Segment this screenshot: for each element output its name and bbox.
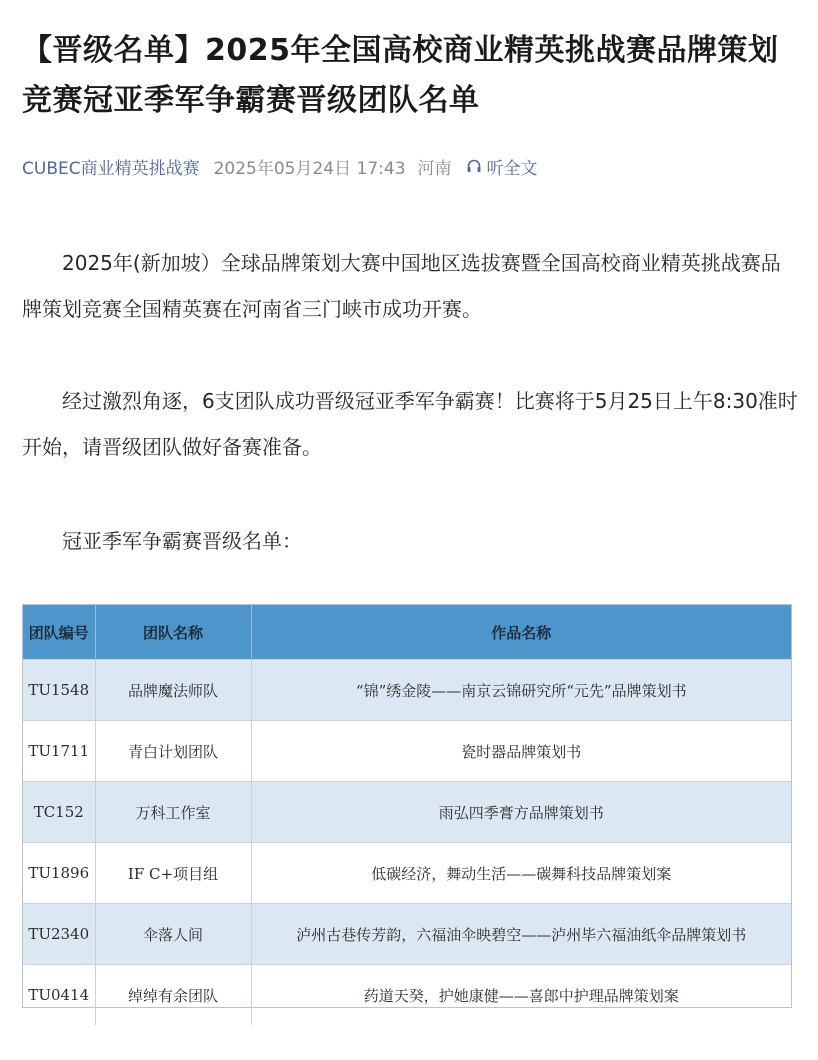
publish-time: 2025年05月24日 17:43 (213, 158, 406, 179)
listen-label: 听全文 (486, 158, 538, 179)
article-meta (22, 152, 538, 180)
work-name-cell: 低碳经济，舞动生活——碳舞科技品牌策划案 (251, 843, 791, 904)
paragraph-intro: 2025年(新加坡）全球品牌策划大赛中国地区选拔赛暨全国高校商业精英挑战赛品牌策划竞赛全国精英赛在河南省三门峡市成功开赛。 (22, 251, 781, 321)
article-title: 【晋级名单】2025年全国高校商业精英挑战赛品牌策划竞赛冠亚季军争霸赛晋级团队名单 (22, 33, 779, 118)
source-link[interactable]: CUBEC商业精英挑战赛 (22, 158, 200, 179)
table-row (23, 843, 791, 904)
table-row (23, 965, 791, 1026)
work-name-cell: 雨弘四季膏方品牌策划书 (251, 782, 791, 843)
team-name-cell: 万科工作室 (95, 782, 251, 843)
list-intro: 冠亚季军争霸赛晋级名单： (62, 529, 302, 553)
team-id-cell: TU1548 (23, 660, 95, 721)
team-id-cell: TU0414 (23, 965, 95, 1026)
team-id-cell: TU1896 (23, 843, 95, 904)
team-id-cell: TC152 (23, 782, 95, 843)
work-name-cell: “锦”绣金陵——南京云锦研究所“元先”品牌策划书 (251, 660, 791, 721)
table-row (23, 721, 791, 782)
listen-button[interactable] (466, 154, 538, 179)
table-row (23, 782, 791, 843)
table-row (23, 904, 791, 965)
team-name-cell: 伞落人间 (95, 904, 251, 965)
work-name-cell: 药道天癸，护她康健——喜郎中护理品牌策划案 (251, 965, 791, 1026)
team-name-cell: 青白计划团队 (95, 721, 251, 782)
work-name-cell: 泸州古巷传芳韵，六福油伞映碧空——泸州毕六福油纸伞品牌策划书 (251, 904, 791, 965)
table-header-row (23, 605, 791, 660)
paragraph-result: 经过激烈角逐，6支团队成功晋级冠亚季军争霸赛！比赛将于5月25日上午8:30准时开始，请晋级团队做好备赛准备。 (22, 389, 798, 459)
team-name-cell: 绰绰有余团队 (95, 965, 251, 1026)
team-id-cell: TU1711 (23, 721, 95, 782)
team-id-cell: TU2340 (23, 904, 95, 965)
work-name-cell: 瓷时器品牌策划书 (251, 721, 791, 782)
header-team-id: 团队编号 (23, 605, 95, 660)
location: 河南 (417, 158, 452, 179)
promotion-table (22, 604, 792, 1008)
header-work-name: 作品名称 (251, 605, 791, 660)
team-name-cell: IF C+项目组 (95, 843, 251, 904)
headphones-icon (466, 158, 482, 174)
table-row (23, 660, 791, 721)
team-name-cell: 品牌魔法师队 (95, 660, 251, 721)
header-team-name: 团队名称 (95, 605, 251, 660)
